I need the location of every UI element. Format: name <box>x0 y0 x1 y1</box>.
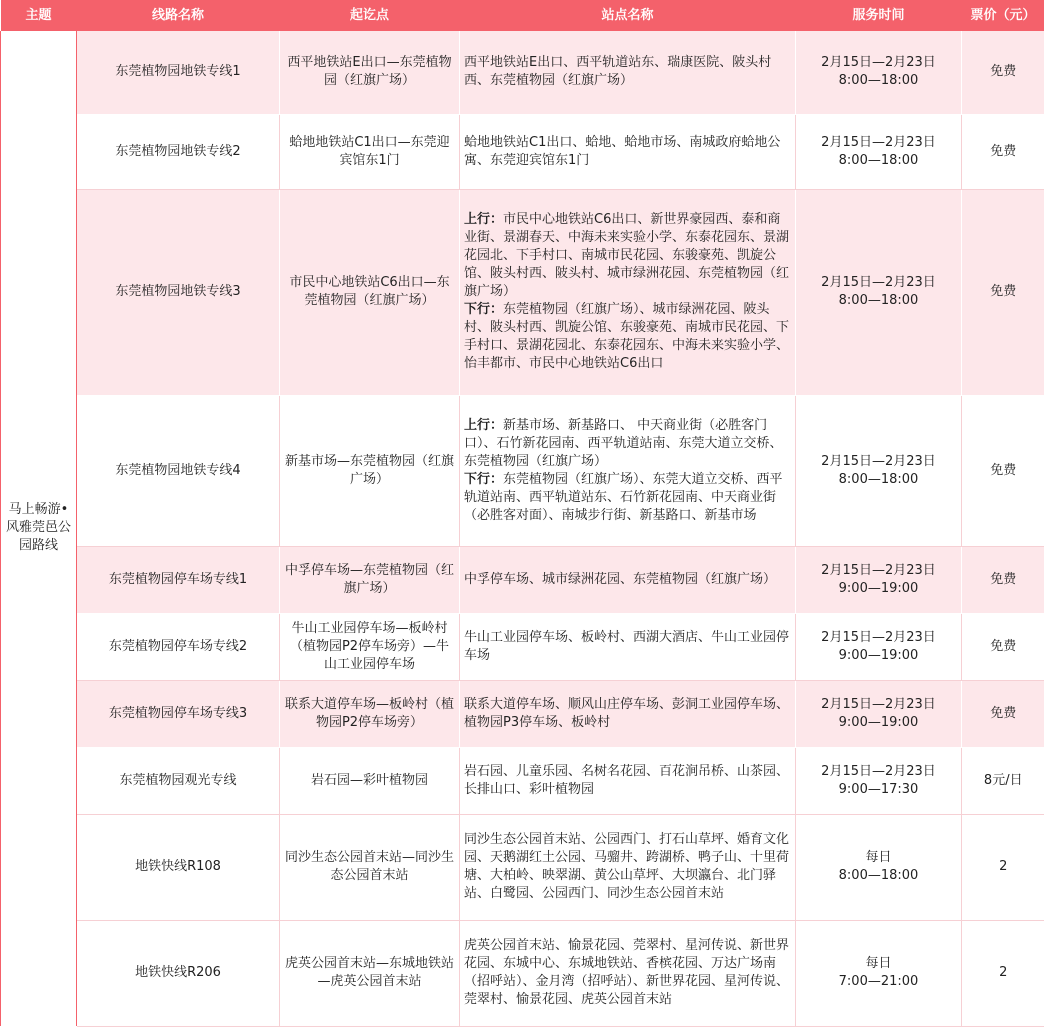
service-date: 每日 <box>865 850 892 865</box>
service-time-cell <box>796 31 962 114</box>
table-row <box>1 189 1044 395</box>
header-theme: 主题 <box>1 0 77 31</box>
fare-cell: 免费 <box>962 613 1044 680</box>
service-date: 2月15日—2月23日 <box>821 55 936 71</box>
service-hours: 8:00—18:00 <box>838 73 919 89</box>
stops-cell: 岩石园、儿童乐园、名树名花园、百花涧吊桥、山茶园、长排山口、彩叶植物园 <box>460 747 796 814</box>
table-row <box>1 546 1044 613</box>
table-header-row <box>1 0 1044 31</box>
route-cell: 牛山工业园停车场—板岭村（植物园P2停车场旁）—牛山工业园停车场 <box>280 613 460 680</box>
route-cell: 同沙生态公园首末站—同沙生态公园首末站 <box>280 814 460 920</box>
fare-cell: 免费 <box>962 395 1044 546</box>
line-name-cell: 东莞植物园停车场专线3 <box>77 680 280 747</box>
service-hours: 9:00—19:00 <box>838 714 919 730</box>
route-cell: 西平地铁站E出口—东莞植物园（红旗广场） <box>280 31 460 114</box>
line-name-cell: 东莞植物园地铁专线3 <box>77 189 280 395</box>
route-cell: 市民中心地铁站C6出口—东莞植物园（红旗广场） <box>280 189 460 395</box>
theme-cell: 马上畅游•风雅莞邑公园路线 <box>1 31 77 1026</box>
table-row <box>1 395 1044 546</box>
header-service-time: 服务时间 <box>796 0 962 31</box>
stops-cell: 同沙生态公园首末站、公园西门、打石山草坪、婚育文化园、天鹅湖红土公园、马骝井、跨湖桥、鸭子山、十里荷塘、大柏岭、映翠湖、黄公山草坪、大坝瀛台、北门驿站、白鹭园、公园西门、同沙生态公园首末站 <box>460 814 796 920</box>
route-cell: 岩石园—彩叶植物园 <box>280 747 460 814</box>
service-time-cell <box>796 395 962 546</box>
route-cell: 中孚停车场—东莞植物园（红旗广场） <box>280 546 460 613</box>
service-hours: 7:00—21:00 <box>838 974 919 989</box>
table-row <box>1 747 1044 814</box>
service-time-cell <box>796 680 962 747</box>
service-time-cell <box>796 613 962 680</box>
service-time-cell <box>796 189 962 395</box>
line-name-cell: 地铁快线R108 <box>77 814 280 920</box>
table-row <box>1 680 1044 747</box>
fare-cell: 免费 <box>962 546 1044 613</box>
header-fare: 票价（元） <box>962 0 1044 31</box>
service-hours: 9:00—19:00 <box>838 647 919 663</box>
service-hours: 8:00—18:00 <box>838 471 919 487</box>
downbound-stops: 东莞植物园（红旗广场）、东莞大道立交桥、西平轨道站南、西平轨道站东、石竹新花园南、中天商业街（必胜客对面）、南城步行街、新基路口、新基市场 <box>464 471 783 523</box>
fare-cell: 免费 <box>962 114 1044 189</box>
stops-cell: 中孚停车场、城市绿洲花园、东莞植物园（红旗广场） <box>460 546 796 613</box>
line-name-cell: 东莞植物园地铁专线4 <box>77 395 280 546</box>
service-time-cell <box>796 920 962 1026</box>
service-hours: 8:00—18:00 <box>838 868 919 883</box>
header-route: 起讫点 <box>280 0 460 31</box>
upbound-stops: 新基市场、新基路口、 中天商业街（必胜客门口）、石竹新花园南、西平轨道站南、东莞大道立交桥、东莞植物园（红旗广场） <box>464 417 783 469</box>
downbound-stops: 东莞植物园（红旗广场）、城市绿洲花园、陂头村、陂头村西、凯旋公馆、东骏豪苑、南城市民花园、下手村口、景湖花园北、东泰花园东、中海未来实验小学、怡丰都市、市民中心地铁站C6出口 <box>464 302 790 371</box>
stops-cell: 蛤地地铁站C1出口、蛤地、蛤地市场、南城政府蛤地公寓、东莞迎宾馆东1门 <box>460 114 796 189</box>
service-hours: 8:00—18:00 <box>838 293 919 308</box>
service-date: 2月15日—2月23日 <box>821 763 936 779</box>
service-time-cell <box>796 814 962 920</box>
table-row <box>1 920 1044 1026</box>
service-date: 2月15日—2月23日 <box>821 275 936 290</box>
downbound-label: 下行： <box>464 302 504 317</box>
service-date: 每日 <box>865 956 892 971</box>
service-date: 2月15日—2月23日 <box>821 562 936 578</box>
line-name-cell: 东莞植物园观光专线 <box>77 747 280 814</box>
table-row <box>1 31 1044 114</box>
upbound-label: 上行： <box>464 212 504 227</box>
fare-cell: 免费 <box>962 31 1044 114</box>
service-date: 2月15日—2月23日 <box>821 629 936 645</box>
service-hours: 9:00—19:00 <box>838 580 919 596</box>
table-row <box>1 814 1044 920</box>
stops-cell: 西平地铁站E出口、西平轨道站东、瑞康医院、陂头村西、东莞植物园（红旗广场） <box>460 31 796 114</box>
fare-cell: 8元/日 <box>962 747 1044 814</box>
header-line-name: 线路名称 <box>77 0 280 31</box>
line-name-cell: 东莞植物园停车场专线1 <box>77 546 280 613</box>
route-cell: 联系大道停车场—板岭村（植物园P2停车场旁） <box>280 680 460 747</box>
fare-cell: 免费 <box>962 189 1044 395</box>
service-time-cell <box>796 747 962 814</box>
stops-cell: 联系大道停车场、顺风山庄停车场、彭洞工业园停车场、植物园P3停车场、板岭村 <box>460 680 796 747</box>
table-row <box>1 114 1044 189</box>
service-hours: 9:00—17:30 <box>838 781 919 797</box>
line-name-cell: 东莞植物园地铁专线1 <box>77 31 280 114</box>
service-date: 2月15日—2月23日 <box>821 453 936 469</box>
service-time-cell <box>796 114 962 189</box>
line-name-cell: 地铁快线R206 <box>77 920 280 1026</box>
service-date: 2月15日—2月23日 <box>821 696 936 712</box>
line-name-cell: 东莞植物园地铁专线2 <box>77 114 280 189</box>
fare-cell: 2 <box>962 814 1044 920</box>
route-cell: 新基市场—东莞植物园（红旗广场） <box>280 395 460 546</box>
stops-cell: 牛山工业园停车场、板岭村、西湖大酒店、牛山工业园停车场 <box>460 613 796 680</box>
fare-cell: 免费 <box>962 680 1044 747</box>
service-time-cell <box>796 546 962 613</box>
fare-cell: 2 <box>962 920 1044 1026</box>
upbound-label: 上行： <box>464 417 504 433</box>
stops-cell <box>460 189 796 395</box>
header-stops: 站点名称 <box>460 0 796 31</box>
route-cell: 蛤地地铁站C1出口—东莞迎宾馆东1门 <box>280 114 460 189</box>
upbound-stops: 市民中心地铁站C6出口、新世界豪园西、泰和商业街、景湖春天、中海未来实验小学、东泰花园东、景湖花园北、下手村口、南城市民花园、东骏豪苑、凯旋公馆、陂头村西、陂头村、城市绿洲花园、东莞植物园（红旗广场） <box>464 212 790 299</box>
stops-cell <box>460 395 796 546</box>
line-name-cell: 东莞植物园停车场专线2 <box>77 613 280 680</box>
service-hours: 8:00—18:00 <box>838 152 919 168</box>
service-date: 2月15日—2月23日 <box>821 134 936 150</box>
route-cell: 虎英公园首末站—东城地铁站—虎英公园首末站 <box>280 920 460 1026</box>
table-row <box>1 613 1044 680</box>
stops-cell: 虎英公园首末站、愉景花园、莞翠村、星河传说、新世界花园、东城中心、东城地铁站、香槟花园、万达广场南（招呼站）、金月湾（招呼站）、新世界花园、星河传说、莞翠村、愉景花园、虎英公园首末站 <box>460 920 796 1026</box>
downbound-label: 下行： <box>464 471 504 487</box>
